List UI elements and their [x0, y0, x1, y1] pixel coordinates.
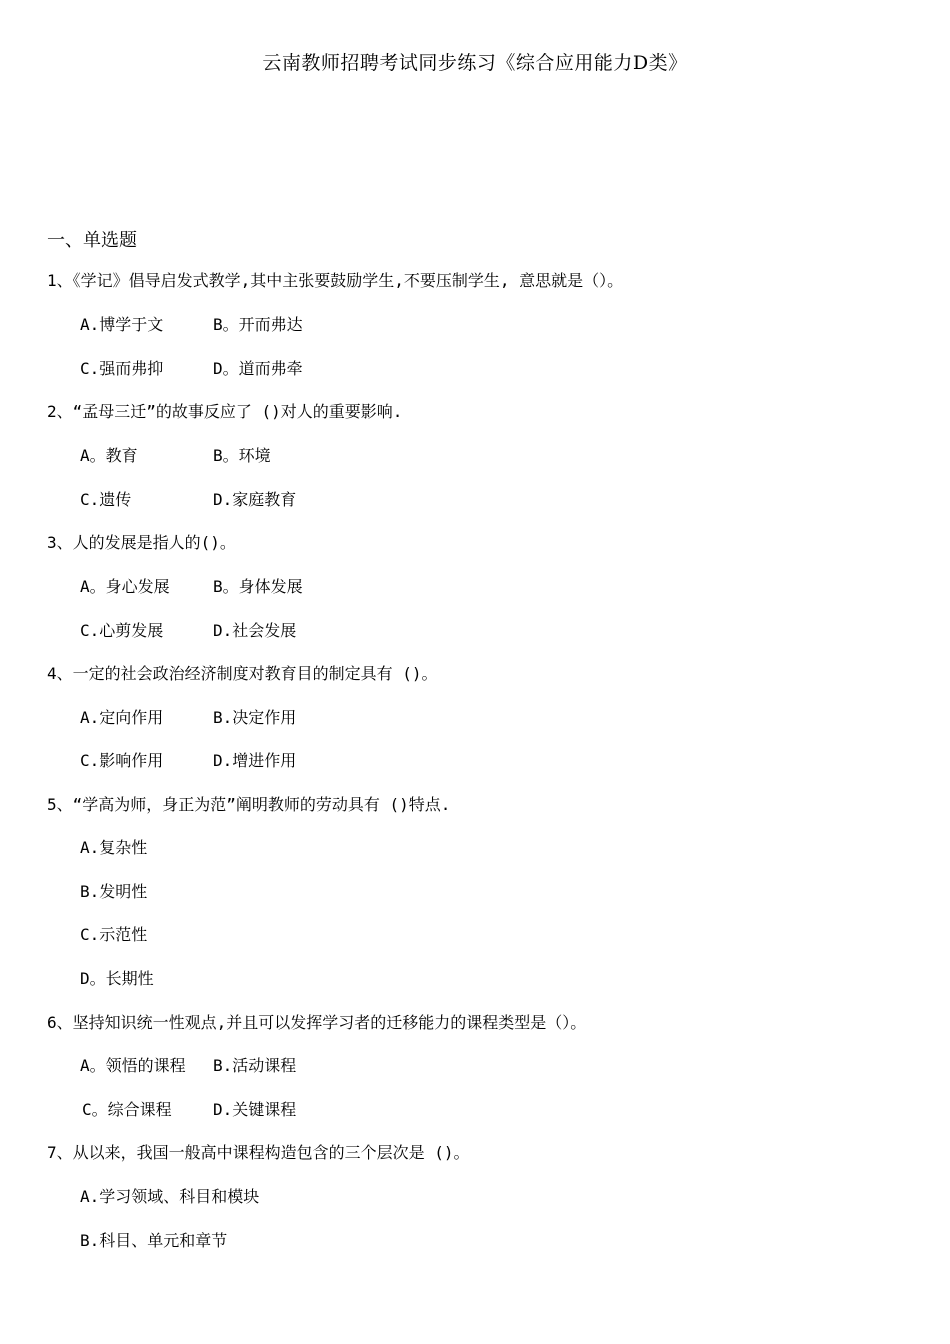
option-c: C.心剪发展	[80, 621, 164, 640]
question-stem: 1、《学记》倡导启发式教学,其中主张要鼓励学生,不要压制学生, 意思就是（）。	[47, 271, 624, 290]
option-c: C。综合课程	[82, 1100, 172, 1119]
option-c: C.影响作用	[80, 751, 164, 770]
option-d: D.增进作用	[213, 751, 297, 770]
option-a: A.博学于文	[80, 315, 164, 334]
option-d: D。长期性	[80, 969, 154, 988]
option-a: A。领悟的课程	[80, 1056, 186, 1075]
option-b: B.决定作用	[213, 708, 297, 727]
option-c: C.遗传	[80, 490, 132, 509]
option-c: C.强而弗抑	[80, 359, 164, 378]
option-b: B.科目、单元和章节	[80, 1231, 228, 1250]
option-d: D.社会发展	[213, 621, 297, 640]
option-a: A。身心发展	[80, 577, 170, 596]
option-b: B。环境	[213, 446, 271, 465]
option-d: D。道而弗牵	[213, 359, 303, 378]
section-heading: 一、单选题	[47, 230, 137, 251]
option-c: C.示范性	[80, 925, 148, 944]
option-a: A.定向作用	[80, 708, 164, 727]
option-b: B.活动课程	[213, 1056, 297, 1075]
option-b: B.发明性	[80, 882, 148, 901]
document-title: 云南教师招聘考试同步练习《综合应用能力D类》	[262, 52, 688, 74]
question-stem: 6、坚持知识统一性观点,并且可以发挥学习者的迁移能力的课程类型是（）。	[47, 1013, 587, 1032]
question-stem: 7、从以来，我国一般高中课程构造包含的三个层次是 ()。	[47, 1143, 470, 1162]
option-a: A.复杂性	[80, 838, 148, 857]
option-d: D.家庭教育	[213, 490, 297, 509]
question-stem: 5、“学高为师，身正为范”阐明教师的劳动具有 ()特点.	[47, 795, 451, 814]
option-a: A。教育	[80, 446, 138, 465]
option-b: B。开而弗达	[213, 315, 303, 334]
option-b: B。身体发展	[213, 577, 303, 596]
question-stem: 2、“孟母三迁”的故事反应了 ()对人的重要影响.	[47, 402, 403, 421]
option-d: D.关键课程	[213, 1100, 297, 1119]
option-a: A.学习领域、科目和模块	[80, 1187, 260, 1206]
question-stem: 4、一定的社会政治经济制度对教育目的制定具有 ()。	[47, 664, 438, 683]
question-stem: 3、人的发展是指人的()。	[47, 533, 236, 552]
